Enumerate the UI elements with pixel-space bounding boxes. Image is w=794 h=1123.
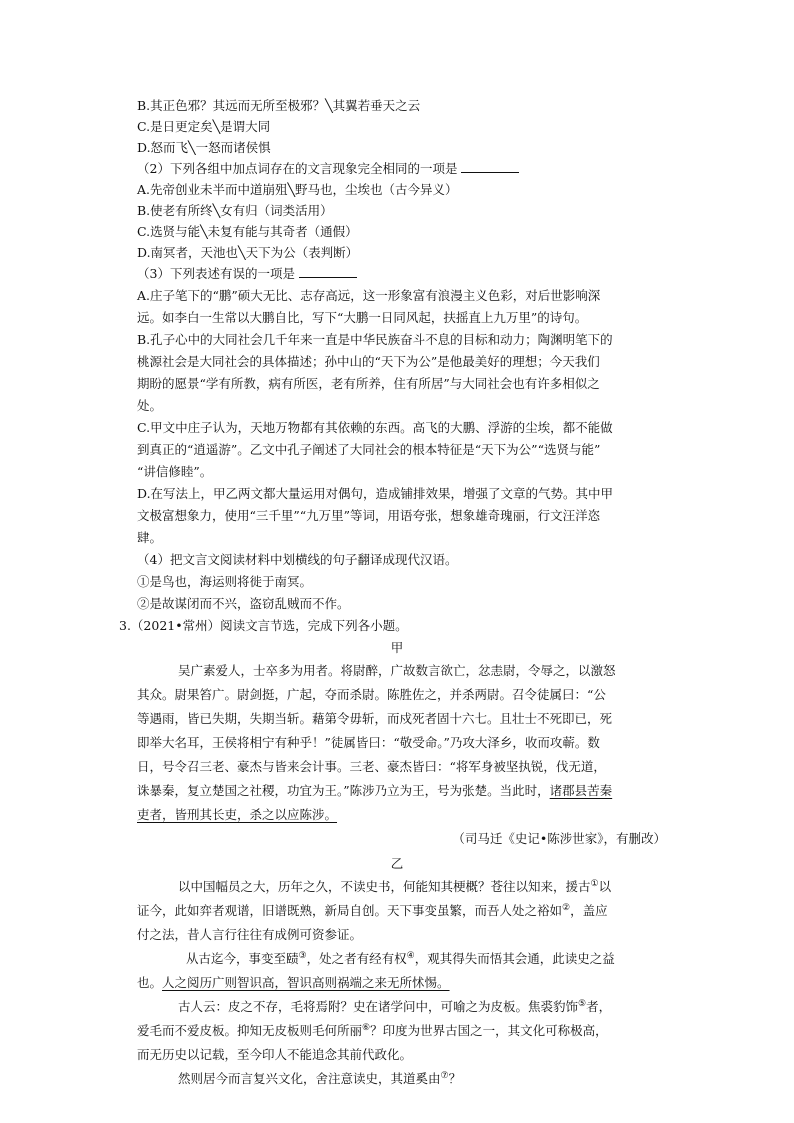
yi-text: 也。	[137, 975, 163, 990]
yi-text: ，处之者有经有权	[306, 951, 407, 966]
jia-line: 吴广素爱人，士卒多为用者。将尉醉，广故数言欲亡，忿恚尉，令辱之，以激怒	[178, 663, 616, 678]
footnote-mark: ②	[562, 902, 571, 913]
yi-text: ？	[448, 1071, 462, 1086]
sub3-stem-text: （3）下列表述有误的一项是	[137, 266, 295, 281]
q1-option-b: B.其正色邪？其远而无所至极邪？╲其翼若垂天之云	[137, 98, 421, 113]
sub2-stem	[137, 160, 519, 178]
yi-line	[178, 998, 611, 1016]
yi-text: 以	[598, 879, 612, 894]
yi-text: ？印度为世界古国之一，其文化可称极高，	[370, 1023, 608, 1038]
sub3-option-d-line: D.在写法上，甲乙两文都大量运用对偶句，造成铺排效果，增强了文章的气势。其中甲	[137, 486, 614, 501]
sub3-option-a-line: A.庄子笔下的“鹏”硕大无比、志存高远，这一形象富有浪漫主义色彩，对后世影响深	[137, 288, 601, 303]
q1-option-c: C.是日更定矣╲是谓大同	[137, 119, 271, 134]
jia-line: 等遇雨，皆已失期，失期当斩。藉第令毋斩，而戍死者固十六七。且壮士不死即已，死	[137, 711, 613, 726]
q3-stem: 3.（2021•常州）阅读文言节选，完成下列各小题。	[119, 618, 408, 633]
yi-line	[137, 974, 450, 992]
footnote-mark: ④	[406, 950, 415, 961]
jia-line: 即举大名耳，王侯将相宁有种乎！”徒属皆曰：“敬受命。”乃攻大泽乡，收而攻蕲。数	[137, 735, 600, 750]
yi-text: 证今，此如弈者观谱，旧谱既熟，新局自创。天下事变虽繁，而吾人处之裕如	[137, 903, 563, 918]
sub4-item-1: ①是鸟也，海运则将徙于南冥。	[137, 574, 313, 589]
answer-blank	[299, 265, 357, 278]
footnote-mark: ⑦	[440, 1070, 449, 1081]
sub3-option-b-line: 期盼的愿景“学有所教，病有所医，老有所养，住有所居”与大同社会也有许多相似之	[137, 376, 600, 391]
yi-text: 古人云：皮之不存，毛将焉附？史在诸学问中，可喻之为皮板。焦裘豹饰	[178, 999, 579, 1014]
sub3-option-d-line: 文极富想象力，使用“三千里”“九万里”等词，用语夸张，想象雄奇瑰丽，行文汪洋恣	[137, 508, 601, 523]
yi-line	[186, 950, 615, 968]
sub4-item-2: ②是故谋闭而不兴，盗窃乱贼而不作。	[137, 596, 350, 611]
sub3-option-b-line: 处。	[137, 398, 163, 413]
jia-line: 其众。尉果笞广。尉剑挺，广起，夺而杀尉。陈胜佐之，并杀两尉。召令徒属曰：“公	[137, 687, 606, 702]
sub2-option-d: D.南冥者，天池也╲天下为公（表判断）	[137, 245, 359, 260]
passage-jia-title: 甲	[390, 640, 404, 655]
q1-option-d: D.怒而飞╲一怒而诸侯惧	[137, 140, 271, 155]
jia-underlined-sentence: 诸郡县苦秦	[549, 783, 613, 798]
yi-text: 以中国幅员之大，历年之久，不读史书，何能知其梗概？苍往以知来，援古	[178, 879, 591, 894]
yi-text: 从古迄今，事变至赜	[186, 951, 299, 966]
yi-text: 者，	[586, 999, 612, 1014]
footnote-mark: ⑥	[362, 1022, 371, 1033]
sub2-option-b: B.使老有所终╲女有归（词类活用）	[137, 203, 333, 218]
yi-underlined-sentence: 人之阅历广则智识高，智识高则祸端之来无所怵惕。	[162, 975, 450, 990]
sub2-stem-text: （2）下列各组中加点词存在的文言现象完全相同的一项是	[137, 161, 458, 176]
yi-line	[178, 878, 611, 896]
footnote-mark: ⑤	[578, 998, 587, 1009]
yi-line: 付之法，昔人言行往往有成例可资参证。	[137, 927, 363, 942]
jia-text: 诛暴秦，复立楚国之社稷，功宜为王。”陈涉乃立为王，号为张楚。当此时，	[137, 783, 550, 798]
jia-line: 日，号令召三老、豪杰与皆来会计事。三老、豪杰皆曰：“将军身被坚执锐，伐无道，	[137, 759, 606, 774]
jia-source: （司马迁《史记•陈涉世家》，有删改）	[452, 831, 666, 846]
yi-line: 而无历史以记载，至今印人不能追念其前代政化。	[137, 1047, 413, 1062]
jia-underlined-continuation	[137, 806, 337, 824]
yi-line	[137, 1022, 608, 1040]
sub2-option-c: C.选贤与能╲未复有能与其奇者（通假）	[137, 224, 358, 239]
yi-text: 爱毛而不爱皮板。抑知无皮板则毛何所丽	[137, 1023, 363, 1038]
yi-text: ，观其得失而悟其会通，此读史之益	[414, 951, 615, 966]
yi-line	[137, 902, 608, 920]
passage-yi-title: 乙	[390, 856, 404, 871]
sub3-option-c-line: C.甲文中庄子认为，天地万物都有其依赖的东西。高飞的大鹏、浮游的尘埃，都不能做	[137, 420, 613, 435]
sub3-option-a-line: 远。如李白一生常以大鹏自比，写下“大鹏一日同风起，扶摇直上九万里”的诗句。	[137, 310, 588, 325]
sub3-option-d-line: 肆。	[137, 530, 163, 545]
sub3-option-b-line: B.孔子心中的大同社会几千年来一直是中华民族奋斗不息的目标和动力；陶渊明笔下的	[137, 332, 613, 347]
footnote-mark: ①	[590, 878, 599, 889]
jia-underlined-sentence: 吏者，皆刑其长吏，杀之以应陈涉。	[137, 807, 338, 822]
yi-text: 然则居今而言复兴文化，舍注意读史，其道奚由	[178, 1071, 441, 1086]
footnote-mark: ③	[298, 950, 307, 961]
yi-line	[178, 1070, 461, 1088]
sub2-option-a: A.先帝创业未半而中道崩殂╲野马也，尘埃也（古今异义）	[137, 182, 458, 197]
sub3-option-c-line: “讲信修睦”。	[137, 464, 213, 479]
yi-text: ，盖应	[570, 903, 608, 918]
sub4-stem: （4）把文言文阅读材料中划横线的句子翻译成现代汉语。	[137, 552, 458, 567]
answer-blank	[461, 160, 519, 173]
sub3-stem	[137, 265, 357, 283]
sub3-option-b-line: 桃源社会是大同社会的具体描述；孙中山的“天下为公”是他最美好的理想；今天我们	[137, 354, 600, 369]
jia-line-last	[137, 782, 612, 800]
sub3-option-c-line: 到真正的“逍遥游”。乙文中孔子阐述了大同社会的根本特征是“天下为公”“选贤与能”	[137, 442, 601, 457]
